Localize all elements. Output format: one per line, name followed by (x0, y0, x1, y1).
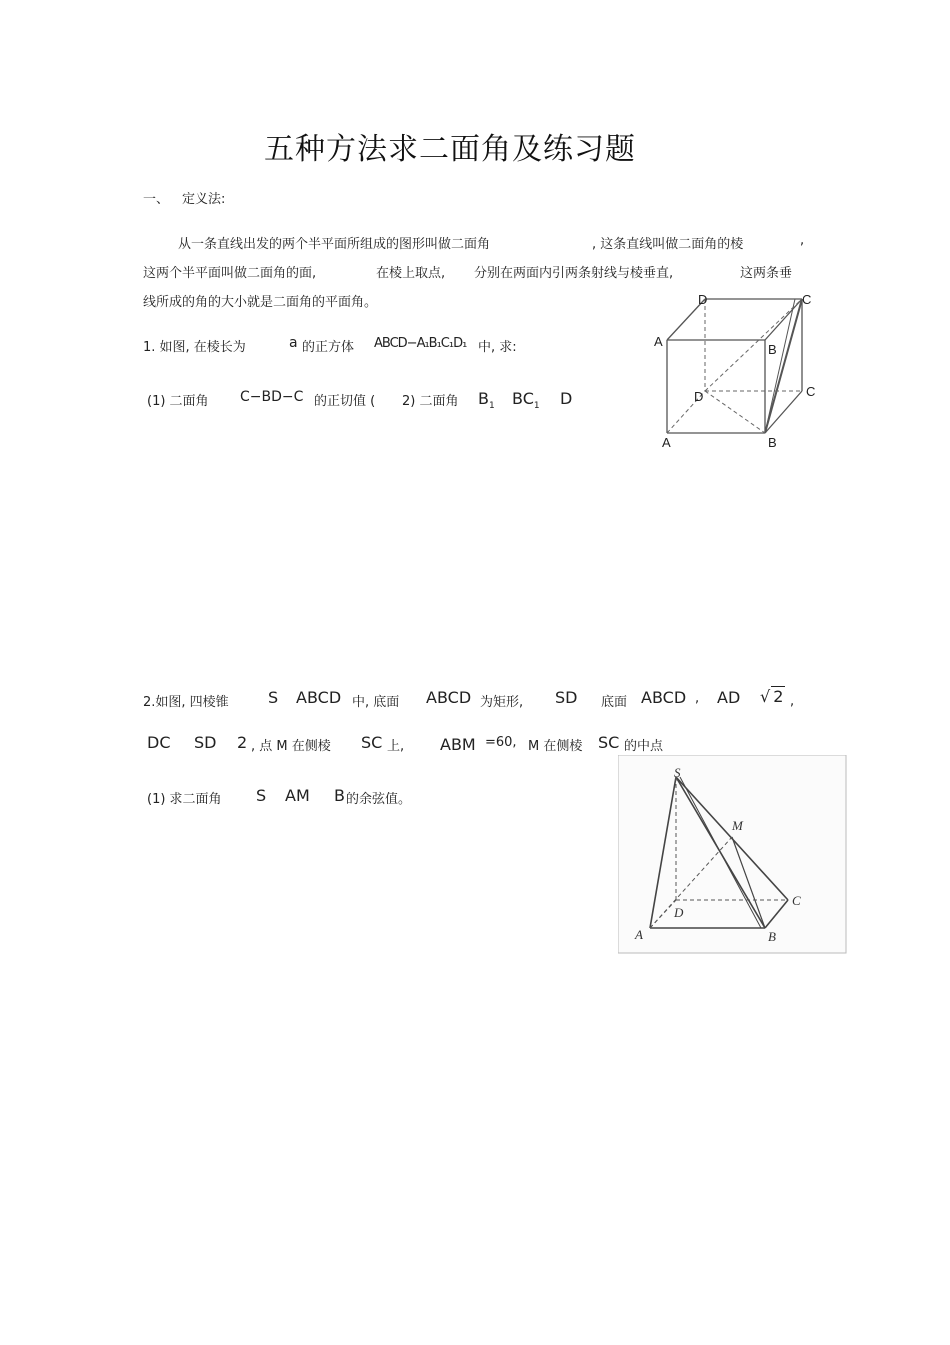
pyramid-frame (618, 755, 846, 953)
p2-midpoint: 的中点 (624, 739, 664, 754)
p2-q1-a: (1) 求二面角 (147, 792, 222, 807)
p2-dc: DC (147, 733, 171, 752)
cube-label-b1: B (768, 342, 777, 357)
pyramid-label-m: M (732, 818, 743, 833)
page-title: 五种方法求二面角及练习题 (264, 132, 636, 167)
p2-sc: SC (361, 733, 383, 752)
p1-q2-d: D (560, 389, 573, 408)
p2-ad: AD (717, 688, 741, 707)
p1-q2-b1: $B_1$ (478, 389, 495, 412)
para-line1-c: , (800, 233, 805, 248)
para-line1-a: 从一条直线出发的两个半平面所组成的图形叫做二面角 (178, 237, 491, 252)
p2-abm: ABM (440, 735, 476, 754)
p2-eq60: =60, (485, 735, 517, 750)
cube-label-d1: D (698, 292, 708, 307)
p2-q1-am: AM (285, 786, 310, 805)
cube-hidden-db (705, 391, 765, 433)
cube-label-a1: A (654, 334, 663, 349)
pyramid-figure (618, 755, 848, 955)
p2-sd2: SD (194, 733, 217, 752)
p2-is-rect: 为矩形, (480, 695, 524, 710)
p2-point-m: , 点 M 在侧棱 (251, 739, 331, 754)
cube-label-b: B (768, 435, 777, 450)
cube-label-c: C (806, 384, 816, 399)
p1-q2-a: 2) 二面角 (402, 394, 459, 409)
pyramid-label-a: A (635, 927, 643, 942)
p2-sc2: SC (598, 733, 620, 752)
p2-abcd2: ABCD (426, 688, 472, 707)
p1-q1-a: (1) 二面角 (147, 394, 209, 409)
pyramid-label-b: B (768, 929, 776, 944)
section-heading: 定义法: (182, 192, 226, 207)
p2-sqrt2: √ 2 (760, 687, 784, 706)
p2-q1-s: S (256, 786, 267, 805)
para-line2-b: 在棱上取点, (376, 266, 446, 281)
cube-hidden-dc1 (705, 299, 802, 391)
para-line2-a: 这两个半平面叫做二面角的面, (143, 266, 317, 281)
p1-q1-b: 的正切值 ( (314, 394, 376, 409)
para-line2-c: 分别在两面内引两条射线与棱垂直, (474, 266, 674, 281)
pyramid-label-s: S (674, 765, 681, 780)
p1-cube-name: ABCD−A₁B₁C₁D₁ (374, 336, 467, 351)
cube-diag-c1-b-thin (765, 299, 795, 433)
para-line2-d: 这两条垂 (740, 266, 793, 281)
section-number: 一、 (143, 192, 170, 207)
p1-var-a: a (289, 335, 298, 351)
p1-q1-expr: C−BD−C (240, 389, 304, 405)
p1-intro: 1. 如图, 在棱长为 (143, 340, 246, 355)
p1-mid: 的正方体 (302, 340, 355, 355)
p1-q2-bc: $BC_1$ (512, 389, 540, 412)
pyramid-label-c: C (792, 893, 801, 908)
p2-abcd1: ABCD (296, 688, 342, 707)
p2-shang: 上, (387, 739, 405, 754)
p2-dimian: 底面 (601, 695, 628, 710)
p2-q1-tail: 的余弦值。 (346, 792, 412, 807)
cube-figure (645, 285, 825, 455)
p2-comma2: , (790, 694, 795, 709)
cube-label-c1: C (802, 292, 812, 307)
p2-intro: 2.如图, 四棱锥 (143, 695, 229, 710)
p2-m-on: M 在侧棱 (528, 739, 583, 754)
p2-sd: SD (555, 688, 578, 707)
p2-abcd3: ABCD (641, 688, 687, 707)
p2-zhong: 中, 底面 (352, 695, 400, 710)
cube-label-d: D (694, 389, 704, 404)
p1-tail: 中, 求: (478, 340, 517, 355)
p2-comma1: , (695, 691, 700, 706)
p2-q1-b: B (334, 786, 345, 805)
p2-s: S (268, 688, 279, 707)
pyramid-label-d: D (674, 905, 684, 920)
para-line1-b: , 这条直线叫做二面角的棱 (592, 237, 744, 252)
para-line3: 线所成的角的大小就是二面角的平面角。 (143, 295, 378, 310)
p2-two: 2 (237, 733, 248, 752)
cube-label-a: A (662, 435, 671, 450)
